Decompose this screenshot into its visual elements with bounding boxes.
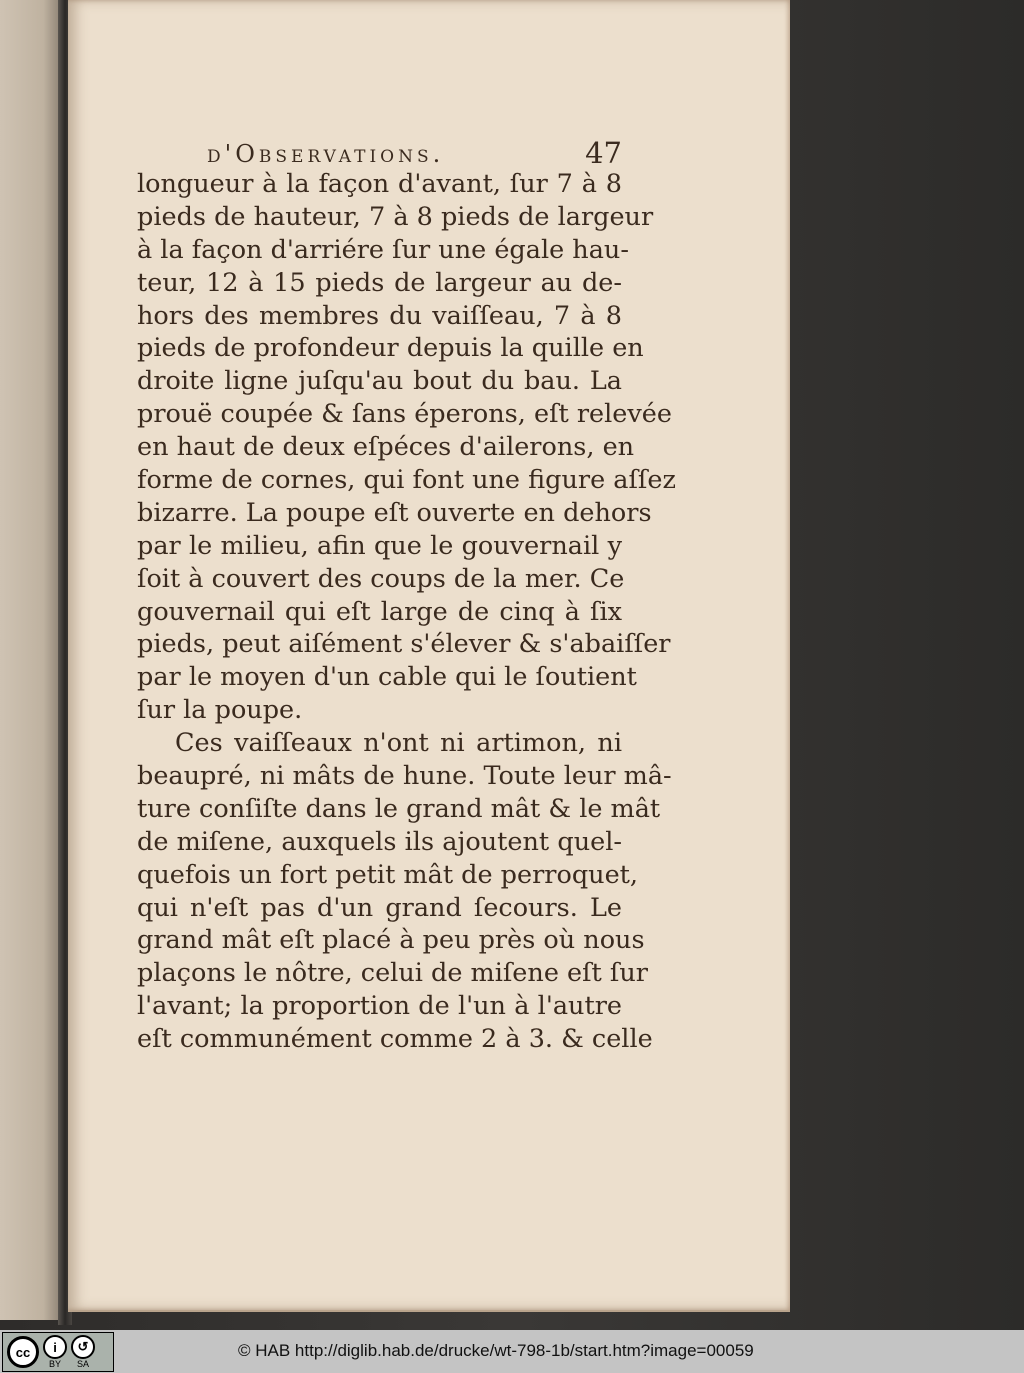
page-number: 47 bbox=[585, 136, 622, 170]
text-line: ſoit à couvert des coups de la mer. Ce bbox=[137, 563, 625, 594]
running-title: d'Observations. bbox=[207, 140, 445, 168]
text-line: de miſene, auxquels ils ajoutent quel- bbox=[137, 826, 622, 857]
share-alike-icon: ↺ bbox=[71, 1335, 95, 1359]
text-line: l'avant; la proportion de l'un à l'autre bbox=[137, 991, 622, 1022]
text-line: gouvernail qui eſt large de cinq à ſix bbox=[137, 596, 622, 627]
text-line: par le moyen d'un cable qui le ſoutient bbox=[137, 662, 637, 693]
text-line: pieds de profondeur depuis la quille en bbox=[137, 333, 644, 364]
text-line: pieds de hauteur, 7 à 8 pieds de largeur bbox=[137, 201, 654, 232]
text-line: longueur à la façon d'avant, ſur 7 à 8 bbox=[137, 169, 622, 199]
text-line: quefois un fort petit mât de perroquet, bbox=[137, 859, 639, 890]
text-line: par le milieu, afin que le gouvernail y bbox=[137, 530, 622, 561]
text-line: eſt communément comme 2 à 3. & celle bbox=[137, 1024, 653, 1055]
cc-icon: cc bbox=[7, 1336, 39, 1368]
footer-bar bbox=[0, 1330, 1024, 1373]
text-line: bizarre. La poupe eſt ouverte en dehors bbox=[137, 497, 652, 528]
by-attribution-icon: i bbox=[43, 1335, 67, 1359]
text-line: ſur la poupe. bbox=[137, 695, 303, 726]
page-header bbox=[207, 136, 622, 172]
text-line: droite ligne juſqu'au bout du bau. La bbox=[137, 366, 622, 397]
text-line: prouë coupée & ſans éperons, eſt relevée bbox=[137, 399, 672, 430]
text-line: ture conſiſte dans le grand mât & le mât bbox=[137, 793, 661, 824]
text-line: forme de cornes, qui font une figure aſſez bbox=[137, 465, 676, 496]
text-line: hors des membres du vaiſſeau, 7 à 8 bbox=[137, 300, 622, 331]
text-line: Ces vaiſſeaux n'ont ni artimon, ni bbox=[175, 728, 622, 759]
text-line: grand mât eſt placé à peu près où nous bbox=[137, 925, 645, 956]
text-line: en haut de deux eſpéces d'ailerons, en bbox=[137, 432, 635, 463]
by-label: BY bbox=[48, 1359, 61, 1369]
text-line: pieds, peut aiſément s'élever & s'abaiſſer bbox=[137, 629, 671, 660]
body-text bbox=[137, 168, 676, 1056]
text-line: beaupré, ni mâts de hune. Toute leur mâ- bbox=[137, 761, 672, 792]
text-line: à la façon d'arriére ſur une égale hau- bbox=[137, 234, 629, 265]
facing-page-edge bbox=[0, 0, 62, 1320]
cc-license-badge[interactable] bbox=[2, 1332, 114, 1372]
copyright-credit: © HAB http://diglib.hab.de/drucke/wt-798-1b/start.htm?image=00059 bbox=[238, 1341, 754, 1360]
text-line: plaçons le nôtre, celui de miſene eſt ſur bbox=[137, 958, 648, 989]
text-line: qui n'eſt pas d'un grand ſecours. Le bbox=[137, 892, 622, 923]
text-line: teur, 12 à 15 pieds de largeur au de- bbox=[137, 267, 622, 298]
sa-label: SA bbox=[76, 1359, 89, 1369]
